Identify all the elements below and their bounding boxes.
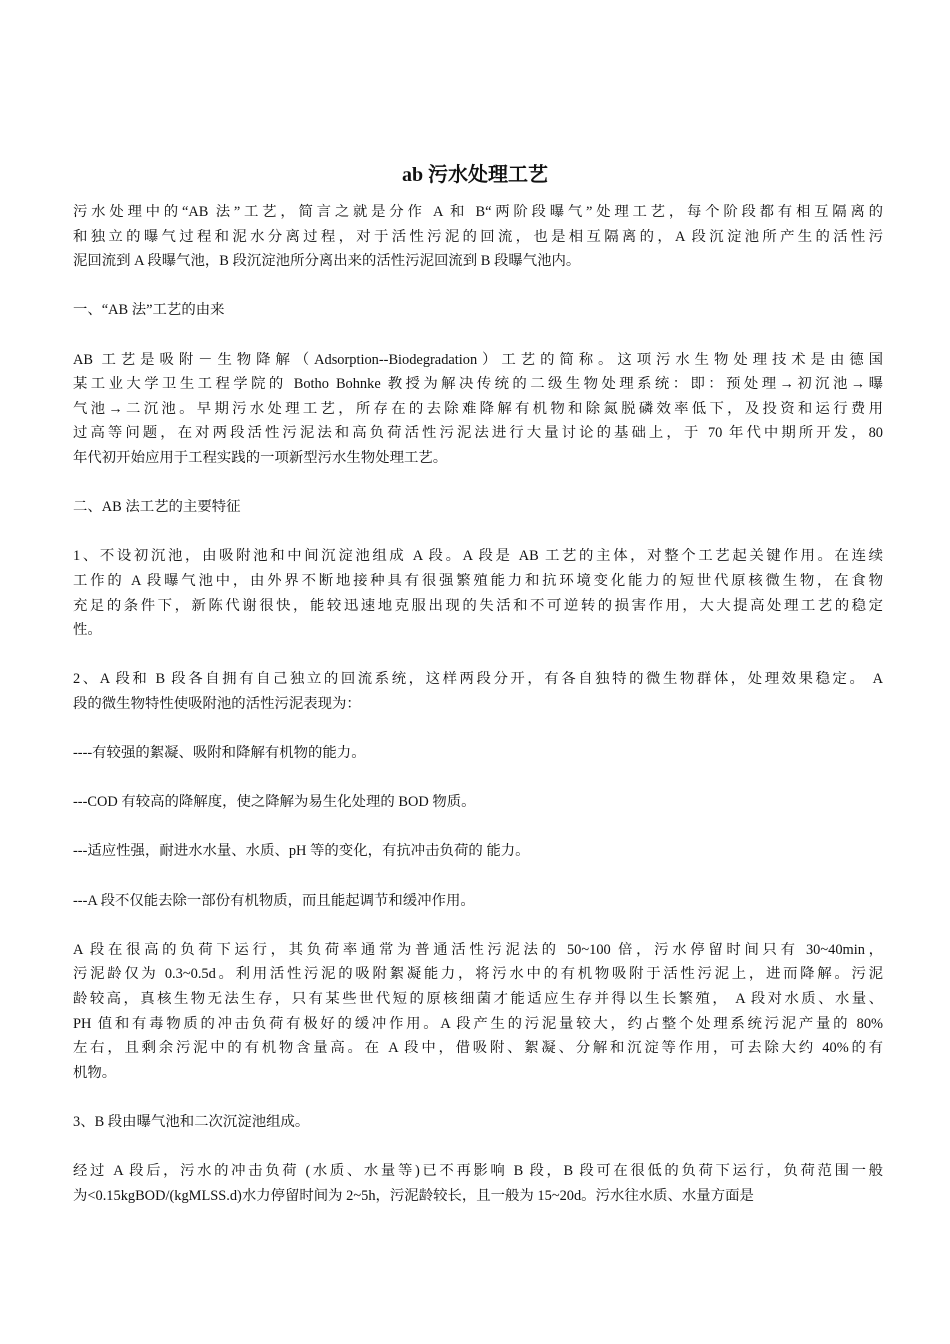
document-title: ab 污水处理工艺 <box>401 164 549 186</box>
text-line: ---A 段不仅能去除一部份有机物质，而且能起调节和缓冲作用。 <box>73 892 475 909</box>
text-line: 经过 A 段后，污水的冲击负荷 (水质、水量等)已不再影响 B 段，B 段可在很低的负荷下运行，负荷范围一般 <box>73 1163 883 1180</box>
text-line: 某工业大学卫生工程学院的 Botho Bohnke 教授为解决传统的二级生物处理系统：即：预处理→初沉池→曝 <box>73 376 883 393</box>
paragraph <box>73 1110 883 1135</box>
document-body <box>73 200 883 1208</box>
text-line: 污泥龄仅为 0.3~0.5d。利用活性污泥的吸附絮凝能力，将污水中的有机物吸附于活性污泥上，进而降解。污泥 <box>73 966 883 983</box>
text-line: 二、AB 法工艺的主要特征 <box>73 499 241 516</box>
text-line: 2、A 段和 B 段各自拥有自己独立的回流系统，这样两段分开，有各自独特的微生物群体，处理效果稳定。 A <box>73 671 883 688</box>
paragraph <box>73 741 883 766</box>
paragraph <box>73 298 883 323</box>
text-line: ---适应性强，耐进水水量、水质、pH 等的变化，有抗冲击负荷的 能力。 <box>73 843 530 860</box>
paragraph <box>73 200 883 274</box>
text-line: 气池→二沉池。早期污水处理工艺，所存在的去除难降解有机物和除氮脱磷效率低下，及投资和运行费用 <box>73 400 883 417</box>
text-line: 龄较高，真核生物无法生存，只有某些世代短的原核细菌才能适应生存并得以生长繁殖， A 段对水质、水量、 <box>73 991 883 1007</box>
paragraph <box>73 348 883 471</box>
text-line: 和独立的曝气过程和泥水分离过程，对于活性污泥的回流，也是相互隔离的，A 段沉淀池所产生的活性污 <box>73 228 883 245</box>
paragraph <box>73 839 883 864</box>
text-line: ---COD 有较高的降解度，使之降解为易生化处理的 BOD 物质。 <box>73 794 476 811</box>
paragraph <box>73 544 883 642</box>
text-line: 充足的条件下，新陈代谢很快，能较迅速地克服出现的失活和不可逆转的损害作用，大大提高处理工艺的稳定 <box>73 597 883 614</box>
text-line: A 段在很高的负荷下运行，其负荷率通常为普通活性污泥法的 50~100 倍，污水停留时间只有 30~40min， <box>73 941 883 958</box>
text-line: 泥回流到 A 段曝气池，B 段沉淀池所分离出来的活性污泥回流到 B 段曝气池内。 <box>73 253 581 270</box>
paragraph <box>73 889 883 914</box>
text-line: ----有较强的絮凝、吸附和降解有机物的能力。 <box>73 745 366 762</box>
paragraph <box>73 495 883 520</box>
text-line: 机物。 <box>73 1064 117 1081</box>
paragraph <box>73 938 883 1086</box>
text-line: 过高等问题，在对两段活性污泥法和高负荷活性污泥法进行大量讨论的基础上，于 70 年代中期所开发，80 <box>73 425 883 442</box>
text-line: 一、“AB 法”工艺的由来 <box>73 302 225 319</box>
text-line: 性。 <box>73 622 102 639</box>
paragraph <box>73 1159 883 1208</box>
text-line: AB 工艺是吸附－生物降解（Adsorption--Biodegradation）工艺的简称。这项污水生物处理技术是由德国 <box>73 351 883 368</box>
text-line: 3、B 段由曝气池和二次沉淀池组成。 <box>73 1113 310 1130</box>
text-line: 左右，且剩余污泥中的有机物含量高。在 A 段中，借吸附、絮凝、分解和沉淀等作用，可去除大约 40%的有 <box>73 1040 883 1057</box>
text-line: 年代初开始应用于工程实践的一项新型污水生物处理工艺。 <box>73 449 448 466</box>
text-line: 为<0.15kgBOD/(kgMLSS.d)水力停留时间为 2~5h，污泥龄较长，且一般为 15~20d。污水往水质、水量方面是 <box>73 1187 754 1204</box>
text-line: 段的微生物特性使吸附池的活性污泥表现为： <box>73 695 361 712</box>
text-line: 1、不设初沉池，由吸附池和中间沉淀池组成 A 段。A 段是 AB 工艺的主体，对整个工艺起关键作用。在连续 <box>73 548 883 565</box>
paragraph <box>73 667 883 716</box>
text-line: 污水处理中的“AB 法”工艺，简言之就是分作 A 和 B“两阶段曝气”处理工艺，每个阶段都有相互隔离的 <box>73 204 883 220</box>
text-line: PH 值和有毒物质的冲击负荷有极好的缓冲作用。A 段产生的污泥量较大，约占整个处理系统污泥产量的 80% <box>73 1015 883 1032</box>
paragraph <box>73 790 883 815</box>
text-line: 工作的 A 段曝气池中，由外界不断地接种具有很强繁殖能力和抗环境变化能力的短世代原核微生物，在食物 <box>73 572 883 589</box>
